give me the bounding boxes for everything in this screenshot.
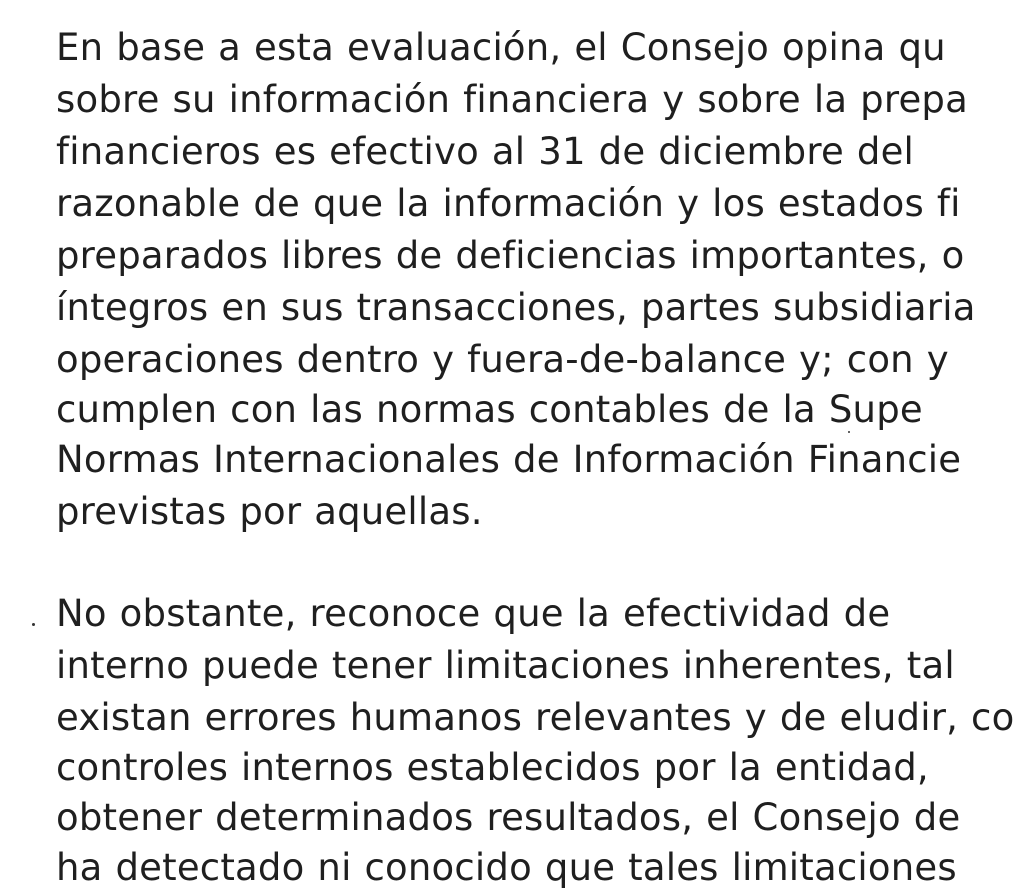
text-line: No obstante, reconoce que la efectividad de bbox=[56, 592, 891, 635]
text-line: cumplen con las normas contables de la Supe bbox=[56, 388, 923, 431]
text-line: controles internos establecidos por la entidad, bbox=[56, 746, 929, 789]
text-line: interno puede tener limitaciones inherentes, tal bbox=[56, 644, 955, 687]
text-line: obtener determinados resultados, el Consejo de bbox=[56, 796, 961, 839]
text-line: razonable de que la información y los estados fi bbox=[56, 182, 961, 225]
text-line: preparados libres de deficiencias importantes, o bbox=[56, 234, 965, 277]
text-line: íntegros en sus transacciones, partes subsidiaria bbox=[56, 286, 976, 329]
scan-speck bbox=[848, 431, 850, 433]
text-line: Normas Internacionales de Información Financie bbox=[56, 438, 962, 481]
text-line: existan errores humanos relevantes y de eludir, co bbox=[56, 696, 1015, 739]
text-line: sobre su información financiera y sobre la prepa bbox=[56, 78, 968, 121]
text-line: ha detectado ni conocido que tales limitaciones bbox=[56, 846, 957, 889]
scan-speck bbox=[32, 623, 35, 626]
text-line: financieros es efectivo al 31 de diciembre del bbox=[56, 130, 915, 173]
text-line: En base a esta evaluación, el Consejo opina qu bbox=[56, 26, 946, 69]
text-line: operaciones dentro y fuera-de-balance y; con y bbox=[56, 338, 949, 381]
text-line: previstas por aquellas. bbox=[56, 490, 483, 533]
